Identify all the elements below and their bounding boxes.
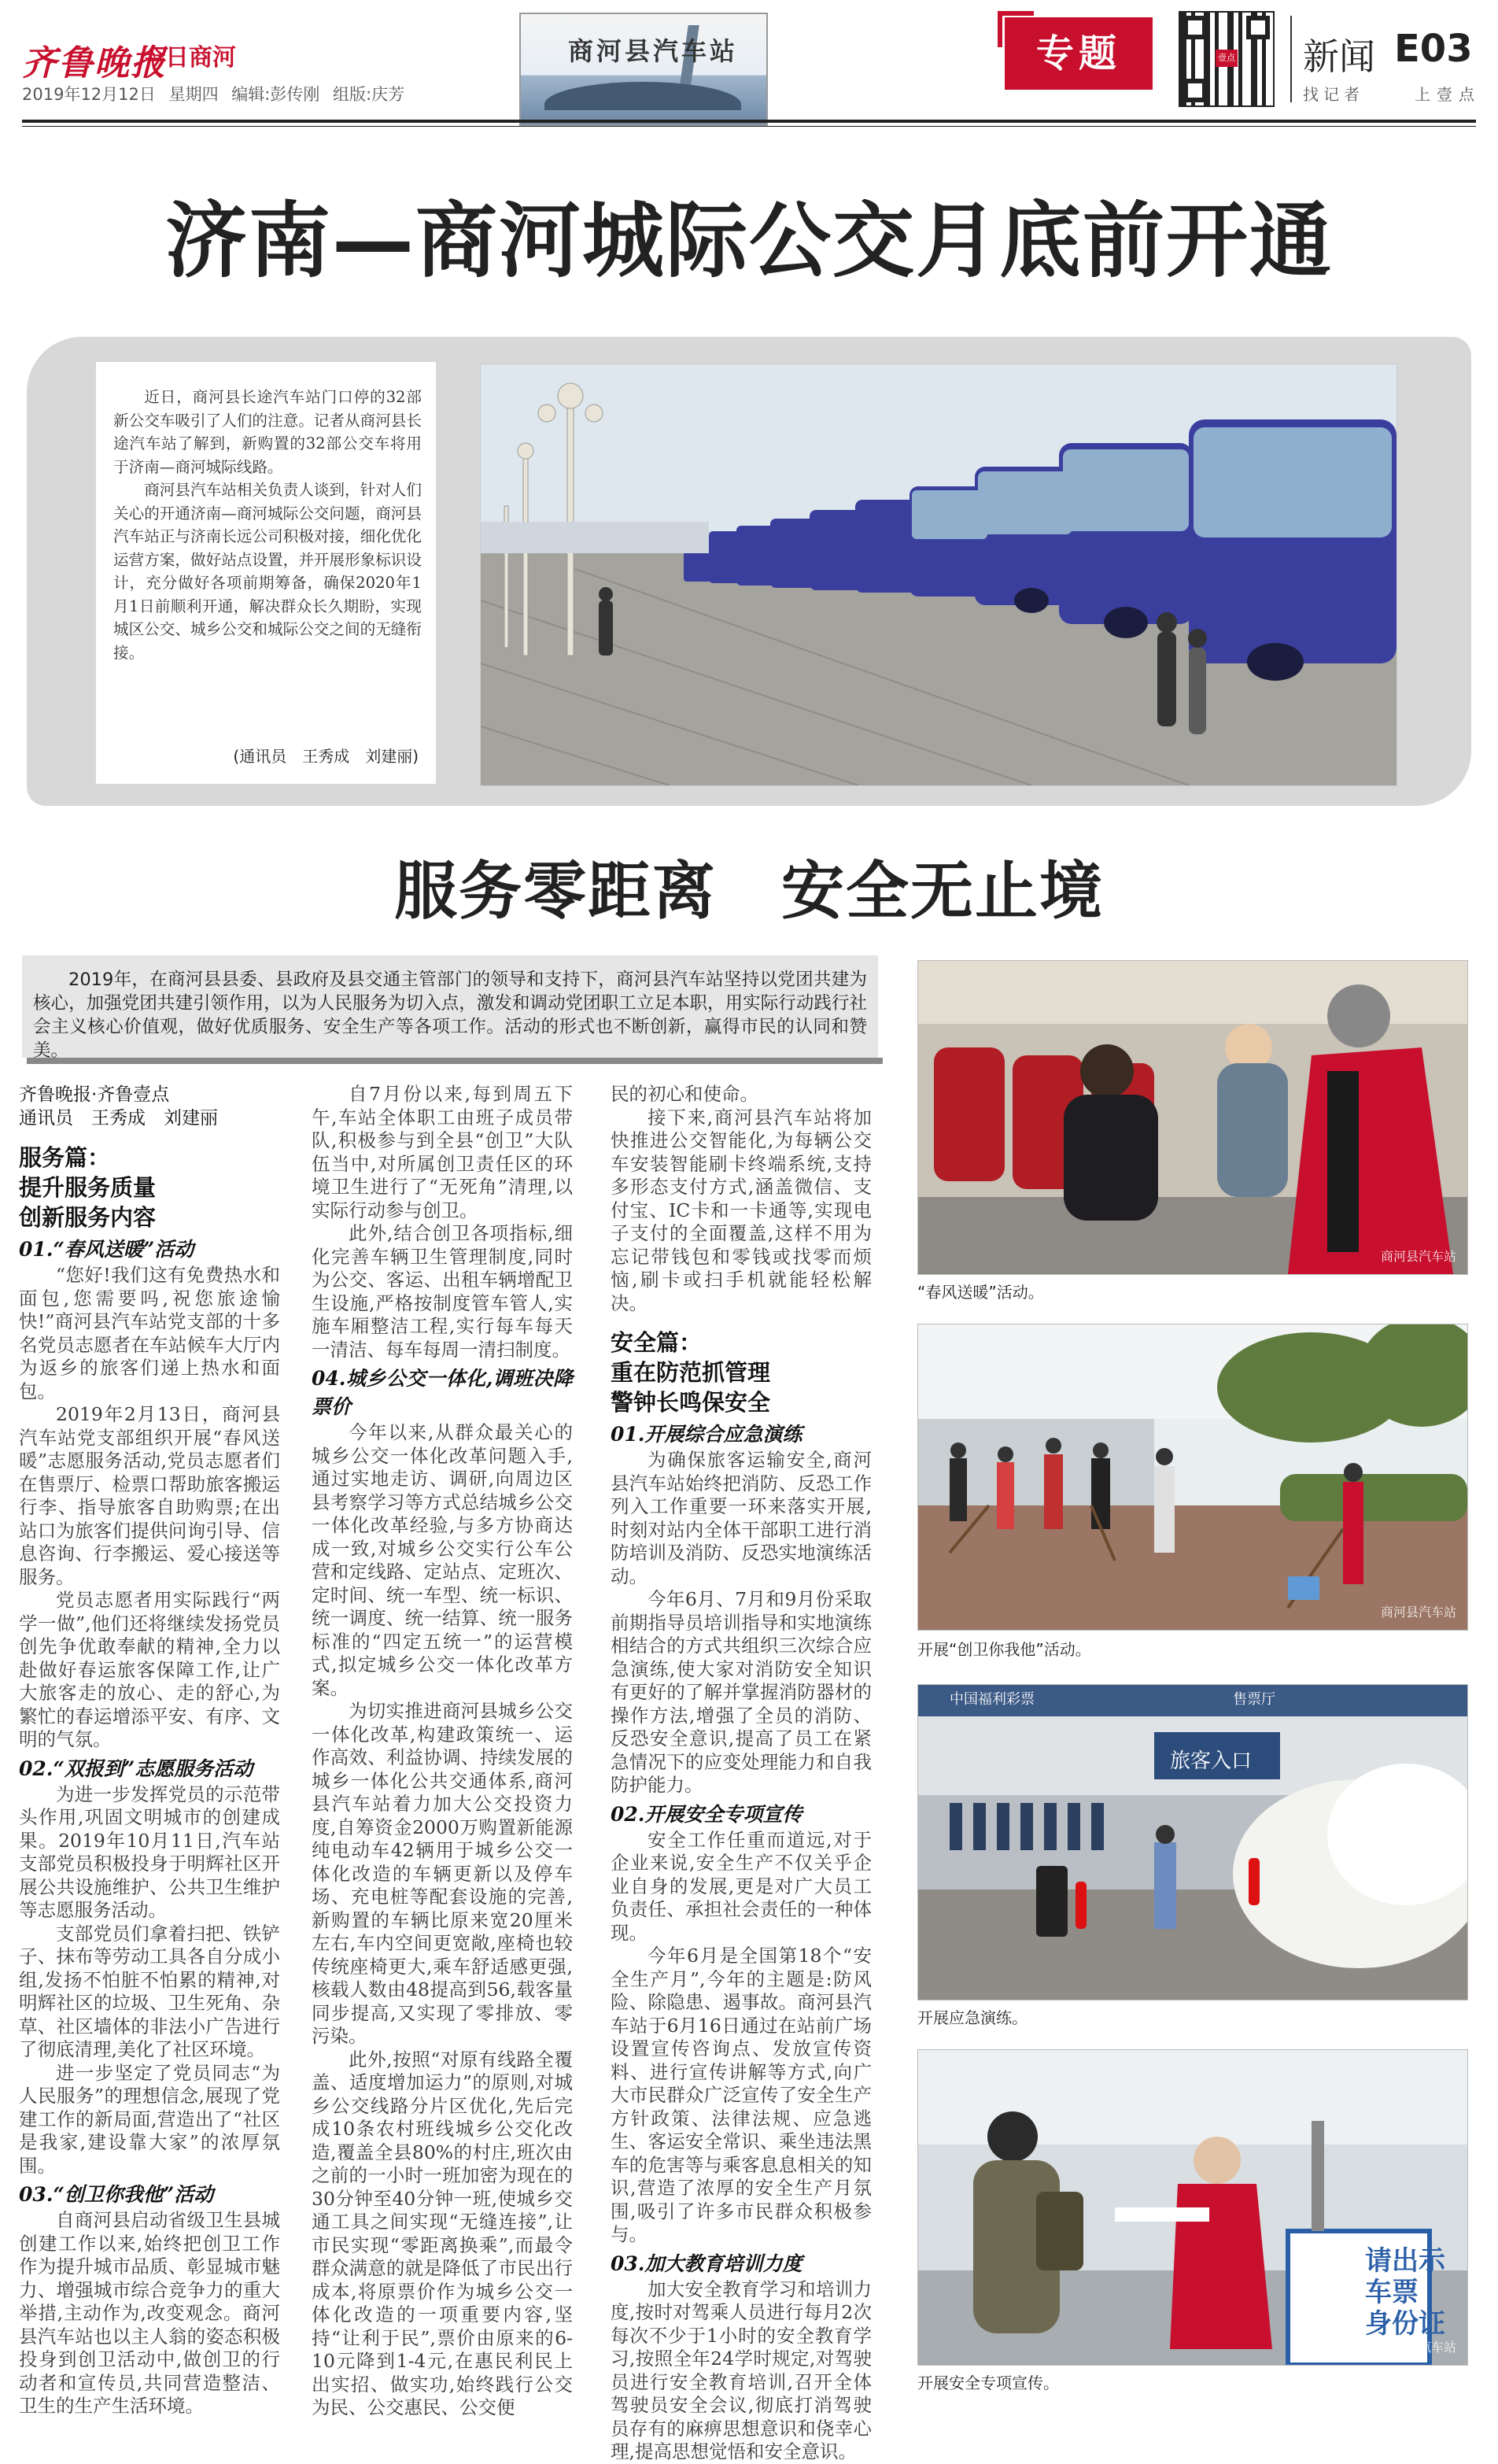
paragraph: 加大安全教育学习和培训力度,按时对驾乘人员进行每月2次每次不少于1小时的安全教育学习,按照全年24学时规定,对驾驶员进行安全教育培训,召开全体驾驶员安全会议,彻底打消驾驶员存有的麻痹思想意识和侥幸心理,提高思想觉悟和安全意识。 [611,2277,872,2462]
photo-caption: 开展安全专项宣传。 [917,2373,1059,2392]
header-rule [22,120,1476,123]
photo-spring-warmth [917,960,1468,1275]
qr-finder-icon [1183,16,1207,39]
paragraph: 为确保旅客运输安全,商河县汽车站始终把消防、反恐工作列入工作重要一环来落实开展,时刻对站内全体干部职工进行消防培训及消防、反恐实地演练活动。 [611,1449,872,1587]
photo-sanitation-drive [917,1324,1468,1631]
paragraph: 自7月份以来,每到周五下午,车站全体职工由班子成员带队,积极参与到全县“创卫”大队伍当中,对所属创卫责任区的环境卫生进行了“无死角”清理,以实际行动参与创卫。 [312,1083,573,1221]
lead-article [96,362,436,784]
paragraph: 此外,结合创卫各项指标,细化完善车辆卫生管理制度,同时为公交、客运、出租车辆增配卫生设施,严格按制度管车管人,实施车厢整洁工程,实行每车每天一清洁、每车每周一清扫制度。 [312,1222,573,1361]
header-rule-thin [22,126,1476,127]
intro-text: 2019年，在商河县县委、县政府及县交通主管部门的领导和支持下，商河县汽车站坚持以党团共建为核心，加强党团共建引领作用，以为人民服务为切入点，激发和调动党团职工立足本职，用实际行动践行社会主义核心价值观，做好优质服务、安全生产等各项工作。活动的形式也不断创新，赢得市民的认同和赞美。 [33,970,867,1061]
paragraph: 安全工作任重而道远,对于企业来说,安全生产不仅关乎企业自身的发展,更是对广大员工负责任、承担社会责任的一种体现。 [611,1828,872,1944]
designer: 组版:庆芳 [333,85,405,104]
section-subtitle: 警钟长鸣保安全 [611,1389,771,1416]
ad-title: 商河县汽车站 [568,36,739,66]
source-line: 齐鲁晚报·齐鲁壹点 [19,1084,170,1105]
staff-sweeping-street [918,1324,1467,1630]
article-column-1 [19,1083,280,2418]
paragraph: 为进一步发挥党员的示范带头作用,巩固文明城市的创建成果。2019年10月11日,汽车站支部党员积极投身于明辉社区开展公共设施维护、公共卫生维护等志愿服务活动。 [19,1782,280,1921]
fire-drill-scene [918,1685,1467,2000]
byline: 通讯员 王秀成 刘建丽 [19,1108,218,1129]
lead-paragraph: 商河县汽车站相关负责人谈到，针对人们关心的开通济南—商河城际公交问题，商河县汽车站正与济南长远公司积极对接，细化优化运营方案，做好站点设置，并开展形象标识设计，充分做好各项前期筹备，确保2020年1月1日前顺利开通，解决群众长久期盼，实现城区公交、城乡公交和城际公交之间的无缝衔接。 [113,481,422,662]
station-sign: 售票厅 [1233,1691,1275,1708]
photo-safety-publicity [917,2049,1468,2366]
subsection-heading: 03.“创卫你我他”活动 [19,2183,214,2206]
subsection-heading: 01.开展综合应急演练 [611,1423,802,1446]
paragraph: 自商河县启动省级卫生县城创建工作以来,始终把创卫工作作为提升城市品质、彰显城市魅力、增强城市综合竞争力的重大举措,主动作为,改变观念。商河县汽车站也以主人翁的姿态积极投身到创卫活动中,做创卫的行动者和宣传员,共同营造整洁、卫生的生产生活环境。 [19,2209,280,2417]
photo-caption: 开展应急演练。 [917,2008,1028,2027]
subsection-heading: 02.开展安全专项宣传 [611,1802,802,1826]
editor: 编辑:彭传刚 [231,85,320,104]
page-number: E03 [1394,27,1473,71]
news-label: 新闻 [1303,35,1375,78]
qr-finder-icon [1183,79,1207,102]
tag-find-reporter: 找记者 [1303,85,1364,104]
photo-watermark: 商河县汽车站 [1380,2340,1456,2355]
section-title-service: 服务篇： [19,1144,111,1171]
topic-badge: 专题 [1005,17,1153,90]
section-title-safety: 安全篇： [611,1329,703,1356]
paragraph: 民的初心和使命。 [611,1083,758,1105]
station-advertisement [519,13,768,126]
photo-emergency-drill [917,1684,1468,2000]
qr-code-icon [1179,11,1275,107]
paragraph: 今年6月是全国第18个“安全生产月”,今年的主题是:防风险、除隐患、遏事故。商河县汽车站于6月16日通过在站前广场设置宣传咨询点、发放宣传资料、进行宣传讲解等方式,向广大市民群众广泛宣传了安全生产方针政策、法律法规、应急逃生、客运安全常识、乘坐违法黑车的危害等与乘客息息相关的知识,营造了浓厚的安全生产月氛围,吸引了许多市民群众积极参与。 [611,1945,872,2245]
paragraph: 2019年2月13日，商河县汽车站党支部组织开展“春风送暖”志愿服务活动,党员志愿者们在售票厅、检票口帮助旅客搬运行李、指导旅客自助购票;在出站口为旅客们提供问询引导、信息咨询、行李搬运、爱心接送等服务。 [19,1403,280,1588]
newspaper-logo: 齐鲁晚报 [22,43,167,83]
ticket-check-sign [1365,2245,1445,2340]
photo-caption: 开展“创卫你我他”活动。 [917,1640,1091,1659]
subsection-heading: 01.“春风送暖”活动 [19,1238,194,1261]
lead-paragraph: 近日，商河县长途汽车站门口停的32部新公交车吸引了人们的注意。记者从商河县长途汽车站了解到，新购置的32部公交车将用于济南—商河城际线路。 [113,388,422,476]
photo-caption: “春风送暖”活动。 [917,1283,1044,1302]
paragraph: 接下来,商河县汽车站将加快推进公交智能化,为每辆公交车安装智能刷卡终端系统,支持多形态支付方式,涵盖微信、支付宝、IC卡和一卡通等,实现电子支付的全面覆盖,这样不用为忘记带钱包和零钱或找零而烦恼,刷卡或扫手机就能轻松解决。 [611,1106,872,1314]
paragraph: 党员志愿者用实际践行“两学一做”,他们还将继续发扬党员创先争优敢奉献的精神,全力以赴做好春运旅客保障工作,让广大旅客走的放心、走的舒心,为繁忙的春运增添平安、有序、文明的气氛。 [19,1589,280,1750]
date: 2019年12月12日 [22,85,156,104]
station-hall-graphic [544,82,741,110]
tag-app: 上壹点 [1415,85,1481,104]
paragraph: “您好!我们这有免费热水和面包,您需要吗,祝您旅途愉快!”商河县汽车站党支部的十多名党员志愿者在车站候车大厅内为返乡的旅客们递上热水和面包。 [19,1264,280,1402]
sign-line: 身份证 [1365,2308,1445,2340]
lead-byline: (通讯员 王秀成 刘建丽) [233,747,419,766]
subsection-heading: 02.“双报到”志愿服务活动 [19,1757,253,1780]
weekday: 星期四 [168,85,219,104]
article-column-3 [611,1083,872,2464]
paragraph: 支部党员们拿着扫把、铁铲子、抹布等劳动工具各自分成小组,发扬不怕脏不怕累的精神,对明辉社区的垃圾、卫生死角、杂草、社区墙体的非法小广告进行了彻底清理,美化了社区环境。 [19,1922,280,2060]
photo-watermark: 商河县汽车站 [1380,1249,1456,1264]
subsection-heading: 03.加大教育培训力度 [611,2252,802,2275]
main-headline: 济南—商河城际公交月底前开通 [164,193,1333,289]
station-sign: 中国福利彩票 [950,1691,1035,1708]
intro-box [22,955,878,1061]
sub-headline: 服务零距离 安全无止境 [394,855,1104,928]
paragraph: 今年6月、7月和9月份采取前期指导员培训指导和实地演练相结合的方式共组织三次综合应急演练,使大家对消防安全知识有更好的了解并掌握消防器材的操作方法,增强了全员的消防、反恐安全意识,提高了员工在紧急情况下的应变处理能力和自我防护能力。 [611,1588,872,1796]
paragraph: 进一步坚定了党员同志“为人民服务”的理想信念,展现了党建工作的新局面,营造出了“社区是我家,建设靠大家”的浓厚氛围。 [19,2061,280,2177]
qr-center-logo-icon: 壹点 [1216,50,1238,67]
header-divider [1290,16,1292,102]
station-sign: 旅客入口 [1170,1749,1253,1773]
paragraph: 此外,按照“对原有线路全覆盖、适度增加运力”的原则,对城乡公交线路分片区优化,先后完成10条农村班线城乡公交化改造,覆盖全县80%的村庄,班次由之前的一小时一班加密为现在的30分钟至40分钟一班,使城乡交通工具之间实现“无缝连接”,让市民实现“零距离换乘”,而最令群众满意的就是降低了市民出行成本,将原票价作为城乡公交一体化改造的一项重要内容,坚持“让利于民”,票价由原来的6-10元降到1-4元,在惠民利民上出实招、做实功,始终践行公交为民、公交惠民、公交便 [312,2048,573,2418]
qr-finder-icon [1246,16,1270,39]
dateline [22,82,404,105]
subsection-heading: 04.城乡公交一体化,调班决降票价 [312,1367,573,1418]
section-subtitle: 提升服务质量 [19,1174,157,1201]
article-column-2 [312,1083,573,2420]
sign-line: 车票 [1365,2277,1419,2308]
lead-text [113,386,422,664]
paragraph: 为切实推进商河县城乡公交一体化改革,构建政策统一、运作高效、利益协调、持续发展的城乡一体化公共交通体系,商河县汽车站着力加大公交投资力度,自筹资金2000万购置新能源纯电动车42辆用于城乡公交一体化改造的车辆更新以及停车场、充电桩等配套设施的完善,新购置的车辆比原来宽20厘米左右,车内空间更宽敞,座椅也较传统座椅更大,乘车舒适感更强,核载人数由48提高到56,载客量同步提高,又实现了零排放、零污染。 [312,1700,573,2047]
hero-photo-buses [480,364,1397,786]
section-subtitle: 重在防范抓管理 [611,1359,771,1386]
bus-row-illustration [481,364,1397,785]
sign-line: 请出示 [1365,2245,1445,2277]
photo-watermark: 商河县汽车站 [1380,1605,1456,1620]
paragraph: 今年以来,从群众最关心的城乡公交一体化改革问题入手,通过实地走访、调研,向周边区县考察学习等方式总结城乡公交一体化改革经验,与多方协商达成一致,对城乡公交实行公车公营和定线路、定站点、定班次、定时间、统一车型、统一标识、统一调度、统一结算、统一服务标准的“四定五统一”的运营模式,拟定城乡公交一体化改革方案。 [312,1421,573,1699]
section-name: 今日商河 [142,44,236,72]
section-subtitle: 创新服务内容 [19,1204,157,1231]
volunteers-serving-passengers [918,961,1467,1274]
